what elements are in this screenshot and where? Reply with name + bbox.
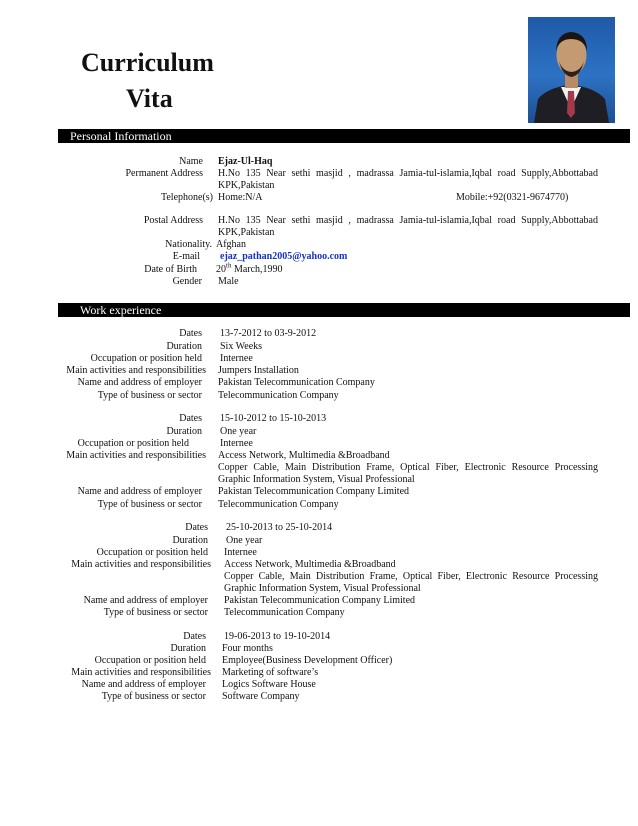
- activities-line: Marketing of software’s: [222, 667, 319, 678]
- telephone-home: Home:N/A: [218, 192, 263, 203]
- work-experience-header: [58, 303, 630, 317]
- duration-label: Duration: [166, 426, 202, 437]
- name-value: Ejaz-Ul-Haq: [218, 156, 273, 167]
- business-label: Type of business or sector: [101, 691, 206, 702]
- duration-label: Duration: [172, 535, 208, 546]
- dates-label: Dates: [183, 631, 206, 642]
- employer-value: Pakistan Telecommunication Company Limited: [218, 486, 410, 497]
- email-label: E-mail: [172, 251, 200, 262]
- employer-label: Name and address of employer: [77, 377, 202, 388]
- postal-address-line1: H.No 135 Near sethi masjid , madrassa Jamia-tul-islamia,Iqbal road Supply,Abbottabad: [218, 215, 598, 226]
- activities-line: Graphic Information System, Visual Professional: [224, 583, 421, 594]
- business-label: Type of business or sector: [103, 607, 208, 618]
- profile-photo: [528, 17, 615, 123]
- activities-label: Main activities and responsibilities: [66, 450, 206, 461]
- perm-address-label: Permanent Address: [125, 168, 203, 179]
- business-value: Software Company: [222, 691, 300, 702]
- postal-address-line2: KPK,Pakistan: [218, 227, 275, 238]
- title-line-2: Vita: [126, 84, 173, 113]
- dates-value: 19-06-2013 to 19-10-2014: [224, 631, 331, 642]
- activities-line: Access Network, Multimedia &Broadband: [224, 559, 396, 570]
- employer-value: Logics Software House: [222, 679, 316, 690]
- employer-label: Name and address of employer: [81, 679, 206, 690]
- duration-label: Duration: [166, 341, 202, 352]
- activities-label: Main activities and responsibilities: [71, 559, 211, 570]
- duration-value: One year: [226, 535, 263, 546]
- personal-info-header: [58, 129, 630, 143]
- activities-line: Access Network, Multimedia &Broadband: [218, 450, 390, 461]
- occupation-value: Internee: [224, 547, 257, 558]
- dob-month-year: March,1990: [231, 264, 283, 275]
- dates-value: 25-10-2013 to 25-10-2014: [226, 522, 333, 533]
- business-label: Type of business or sector: [97, 499, 202, 510]
- email-value[interactable]: ejaz_pathan2005@yahoo.com: [220, 251, 348, 262]
- occupation-value: Internee: [220, 353, 253, 364]
- duration-value: Six Weeks: [220, 341, 263, 352]
- duration-value: Four months: [222, 643, 273, 654]
- dates-label: Dates: [179, 328, 202, 339]
- postal-address-label: Postal Address: [143, 215, 203, 226]
- duration-value: One year: [220, 426, 257, 437]
- business-value: Telecommunication Company: [224, 607, 345, 618]
- dob-day: 20: [216, 264, 226, 275]
- activities-line: Jumpers Installation: [218, 365, 299, 376]
- gender-value: Male: [218, 276, 239, 287]
- occupation-label: Occupation or position held: [77, 438, 189, 449]
- occupation-value: Internee: [220, 438, 253, 449]
- business-value: Telecommunication Company: [218, 390, 339, 401]
- gender-label: Gender: [172, 276, 202, 287]
- dob-suffix: th: [226, 261, 232, 270]
- telephone-mobile: Mobile:+92(0321-9674770): [456, 192, 569, 203]
- title-line-1: Curriculum: [81, 48, 214, 77]
- name-label: Name: [179, 156, 203, 167]
- occupation-value: Employee(Business Development Officer): [222, 655, 393, 666]
- employer-value: Pakistan Telecommunication Company Limited: [224, 595, 416, 606]
- perm-address-line1: H.No 135 Near sethi masjid , madrassa Jamia-tul-islamia,Iqbal road Supply,Abbottabad: [218, 168, 598, 179]
- occupation-label: Occupation or position held: [96, 547, 208, 558]
- nationality-value: Afghan: [216, 239, 246, 250]
- dob-value: [216, 261, 283, 276]
- personal-info-title: Personal Information: [70, 129, 172, 143]
- dates-label: Dates: [179, 413, 202, 424]
- activities-line: Copper Cable, Main Distribution Frame, Optical Fiber, Electronic Resource Processing: [224, 571, 598, 582]
- nationality-label: Nationality.: [165, 239, 212, 250]
- activities-label: Main activities and responsibilities: [71, 667, 211, 678]
- activities-line: Graphic Information System, Visual Professional: [218, 474, 415, 485]
- telephone-label: Telephone(s): [160, 192, 213, 203]
- work-experience-title: Work experience: [80, 303, 162, 317]
- occupation-label: Occupation or position held: [90, 353, 202, 364]
- dates-value: 13-7-2012 to 03-9-2012: [220, 328, 317, 339]
- business-value: Telecommunication Company: [218, 499, 339, 510]
- activities-label: Main activities and responsibilities: [66, 365, 206, 376]
- dates-value: 15-10-2012 to 15-10-2013: [220, 413, 327, 424]
- activities-line: Copper Cable, Main Distribution Frame, Optical Fiber, Electronic Resource Processing: [218, 462, 598, 473]
- occupation-label: Occupation or position held: [94, 655, 206, 666]
- dates-label: Dates: [185, 522, 208, 533]
- employer-value: Pakistan Telecommunication Company: [218, 377, 375, 388]
- duration-label: Duration: [170, 643, 206, 654]
- employer-label: Name and address of employer: [77, 486, 202, 497]
- employer-label: Name and address of employer: [83, 595, 208, 606]
- perm-address-line2: KPK,Pakistan: [218, 180, 275, 191]
- business-label: Type of business or sector: [97, 390, 202, 401]
- dob-label: Date of Birth: [144, 264, 197, 275]
